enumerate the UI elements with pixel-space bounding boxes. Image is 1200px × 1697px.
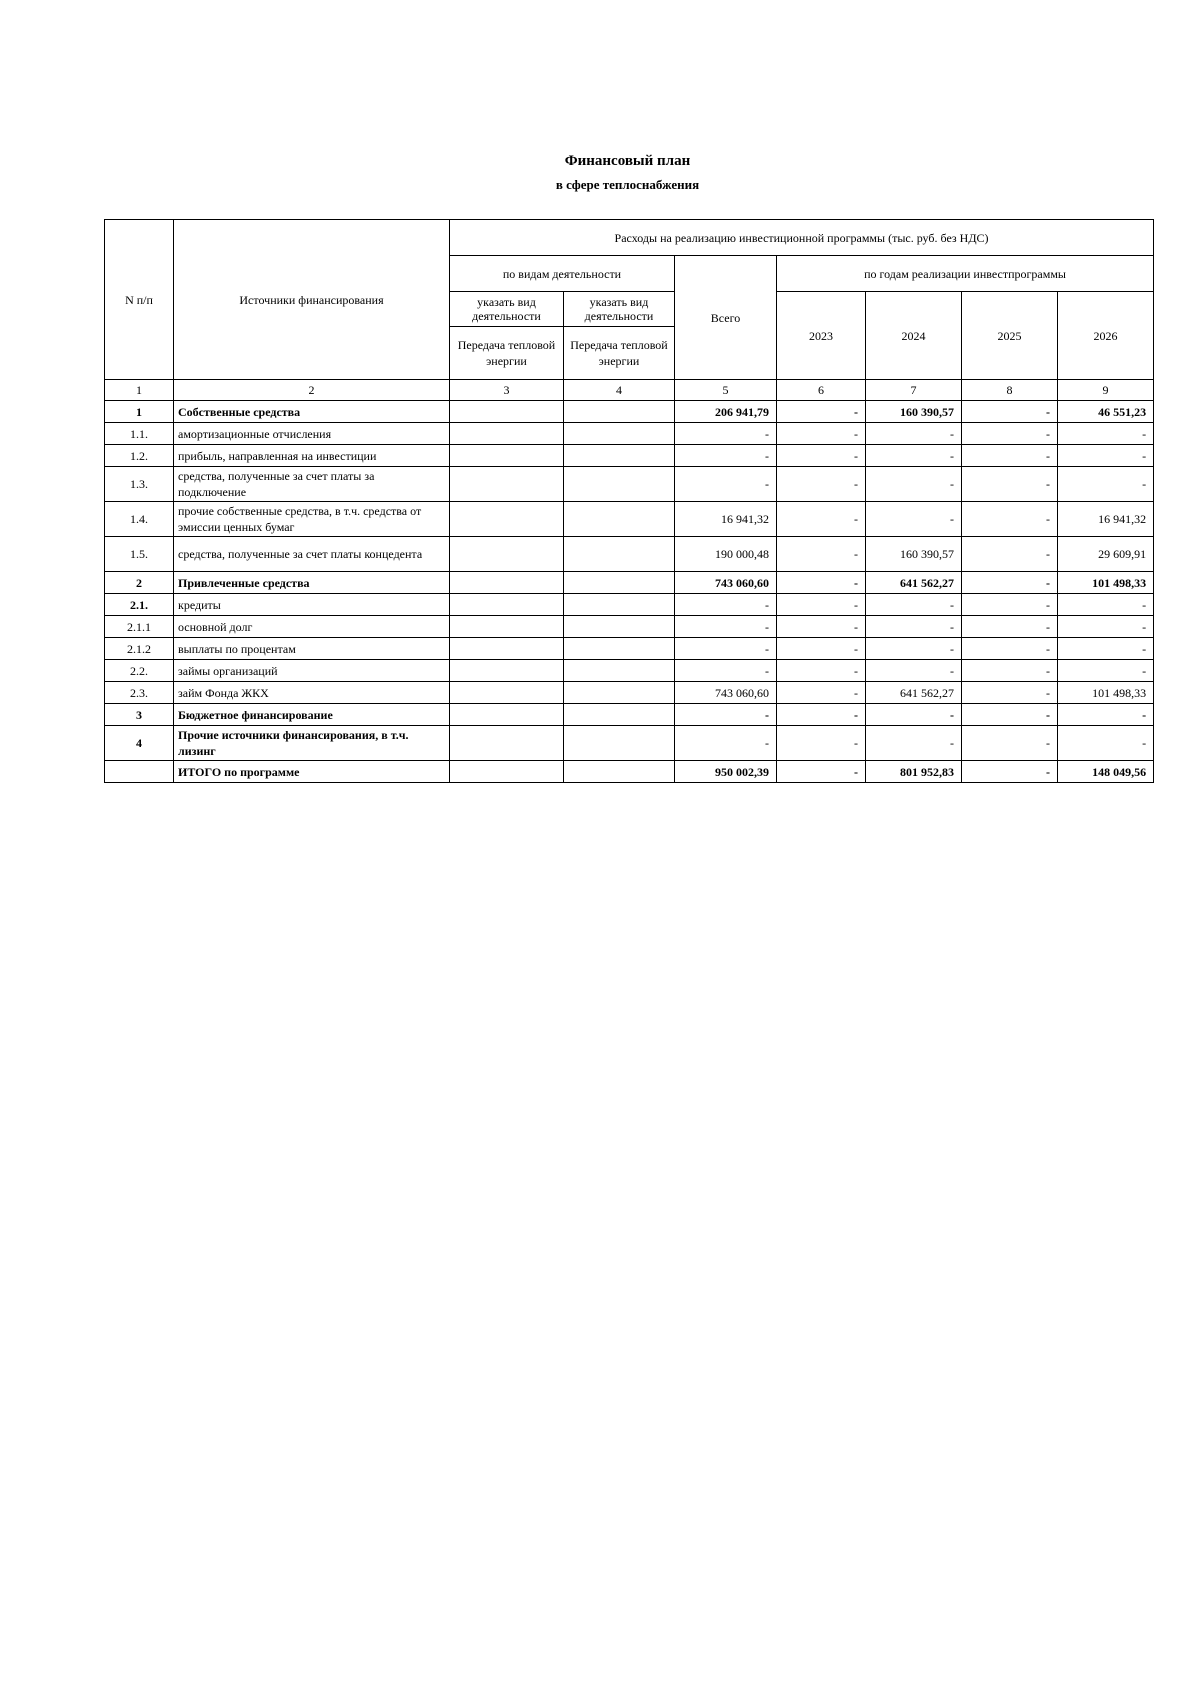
row-2026: -: [1058, 616, 1154, 638]
row-2023: -: [777, 502, 866, 537]
row-name: средства, полученные за счет платы за подключение: [174, 467, 450, 502]
row-2024: -: [866, 467, 962, 502]
row-2025: -: [962, 726, 1058, 761]
row-2023: -: [777, 616, 866, 638]
row-num: 2.1.: [105, 594, 174, 616]
row-2025: -: [962, 572, 1058, 594]
header-by-years: по годам реализации инвестпрограммы: [777, 256, 1154, 292]
row-name: займы организаций: [174, 660, 450, 682]
row-activity-1: [450, 467, 564, 502]
header-year-2023: 2023: [777, 292, 866, 380]
row-2023: -: [777, 682, 866, 704]
row-total: -: [675, 704, 777, 726]
row-activity-1: [450, 502, 564, 537]
row-2023: -: [777, 537, 866, 572]
row-activity-2: [564, 502, 675, 537]
row-total: 743 060,60: [675, 682, 777, 704]
header-total: Всего: [675, 256, 777, 380]
table-row: [105, 401, 1154, 423]
header-activity-2: Передача тепловой энергии: [564, 327, 675, 380]
row-num: 2.2.: [105, 660, 174, 682]
row-2023: -: [777, 445, 866, 467]
row-name: амортизационные отчисления: [174, 423, 450, 445]
row-total: 206 941,79: [675, 401, 777, 423]
row-activity-1: [450, 401, 564, 423]
row-2023: -: [777, 761, 866, 783]
header-year-2024: 2024: [866, 292, 962, 380]
row-2023: -: [777, 467, 866, 502]
row-2025: -: [962, 537, 1058, 572]
row-total: 743 060,60: [675, 572, 777, 594]
row-activity-2: [564, 572, 675, 594]
row-2025: -: [962, 423, 1058, 445]
row-2025: -: [962, 401, 1058, 423]
row-activity-1: [450, 660, 564, 682]
row-2025: -: [962, 445, 1058, 467]
row-name: кредиты: [174, 594, 450, 616]
header-by-activity: по видам деятельности: [450, 256, 675, 292]
row-activity-2: [564, 660, 675, 682]
row-2024: 160 390,57: [866, 537, 962, 572]
row-2024: -: [866, 660, 962, 682]
row-activity-1: [450, 726, 564, 761]
row-name: Прочие источники финансирования, в т.ч. лизинг: [174, 726, 450, 761]
row-2025: -: [962, 467, 1058, 502]
row-2026: 148 049,56: [1058, 761, 1154, 783]
row-total: -: [675, 726, 777, 761]
row-2026: -: [1058, 660, 1154, 682]
row-num: 1: [105, 401, 174, 423]
row-activity-2: [564, 423, 675, 445]
column-number: 4: [564, 380, 675, 401]
document-title: Финансовый план: [564, 153, 691, 169]
header-num: N п/п: [105, 220, 174, 380]
row-2024: -: [866, 638, 962, 660]
row-activity-2: [564, 594, 675, 616]
row-2024: 641 562,27: [866, 682, 962, 704]
row-activity-1: [450, 423, 564, 445]
row-activity-2: [564, 445, 675, 467]
row-2023: -: [777, 594, 866, 616]
row-num: 1.1.: [105, 423, 174, 445]
table-row: [105, 638, 1154, 660]
row-activity-2: [564, 537, 675, 572]
row-2026: -: [1058, 423, 1154, 445]
header-year-2025: 2025: [962, 292, 1058, 380]
row-total: -: [675, 638, 777, 660]
row-2024: -: [866, 594, 962, 616]
row-activity-2: [564, 704, 675, 726]
row-2023: -: [777, 572, 866, 594]
row-2024: 801 952,83: [866, 761, 962, 783]
row-activity-1: [450, 616, 564, 638]
column-number: 7: [866, 380, 962, 401]
row-2024: -: [866, 704, 962, 726]
row-2024: 641 562,27: [866, 572, 962, 594]
row-2025: -: [962, 704, 1058, 726]
row-2025: -: [962, 616, 1058, 638]
table-row: [105, 502, 1154, 537]
document-subtitle: в сфере теплоснабжения: [555, 177, 700, 192]
row-2026: 101 498,33: [1058, 682, 1154, 704]
row-activity-2: [564, 726, 675, 761]
row-total: 950 002,39: [675, 761, 777, 783]
row-2023: -: [777, 660, 866, 682]
row-2025: -: [962, 660, 1058, 682]
row-num: 2: [105, 572, 174, 594]
row-2024: -: [866, 445, 962, 467]
column-number: 1: [105, 380, 174, 401]
row-2023: -: [777, 726, 866, 761]
row-activity-1: [450, 704, 564, 726]
column-number: 3: [450, 380, 564, 401]
row-2026: -: [1058, 445, 1154, 467]
row-total: -: [675, 616, 777, 638]
row-activity-1: [450, 594, 564, 616]
row-activity-1: [450, 761, 564, 783]
row-2026: -: [1058, 594, 1154, 616]
row-total: -: [675, 660, 777, 682]
row-activity-1: [450, 537, 564, 572]
row-2023: -: [777, 704, 866, 726]
row-activity-1: [450, 682, 564, 704]
row-2025: -: [962, 682, 1058, 704]
row-total: 190 000,48: [675, 537, 777, 572]
table-row: [105, 616, 1154, 638]
row-num: 1.5.: [105, 537, 174, 572]
row-activity-2: [564, 616, 675, 638]
table-row: [105, 704, 1154, 726]
row-2025: -: [962, 594, 1058, 616]
column-number: 2: [174, 380, 450, 401]
row-2024: -: [866, 502, 962, 537]
column-number: 5: [675, 380, 777, 401]
table-row: [105, 467, 1154, 502]
row-2025: -: [962, 502, 1058, 537]
header-sources: Источники финансирования: [174, 220, 450, 380]
row-activity-2: [564, 638, 675, 660]
row-2024: -: [866, 616, 962, 638]
row-num: 2.3.: [105, 682, 174, 704]
row-2026: -: [1058, 638, 1154, 660]
column-number: 8: [962, 380, 1058, 401]
row-2024: -: [866, 726, 962, 761]
row-2026: 16 941,32: [1058, 502, 1154, 537]
row-name: Собственные средства: [174, 401, 450, 423]
row-2026: 29 609,91: [1058, 537, 1154, 572]
table-row: [105, 445, 1154, 467]
row-2023: -: [777, 638, 866, 660]
row-2024: -: [866, 423, 962, 445]
row-name: займ Фонда ЖКХ: [174, 682, 450, 704]
row-num: [105, 761, 174, 783]
row-total: -: [675, 423, 777, 445]
table-row: [105, 682, 1154, 704]
row-activity-1: [450, 638, 564, 660]
table-row: [105, 423, 1154, 445]
row-activity-1: [450, 572, 564, 594]
row-name: Бюджетное финансирование: [174, 704, 450, 726]
row-name: прочие собственные средства, в т.ч. средства от эмиссии ценных бумаг: [174, 502, 450, 537]
column-number: 9: [1058, 380, 1154, 401]
row-2026: -: [1058, 467, 1154, 502]
header-year-2026: 2026: [1058, 292, 1154, 380]
row-num: 4: [105, 726, 174, 761]
row-2026: -: [1058, 704, 1154, 726]
table-row: [105, 572, 1154, 594]
row-2026: 101 498,33: [1058, 572, 1154, 594]
row-activity-2: [564, 682, 675, 704]
row-2023: -: [777, 401, 866, 423]
row-2024: 160 390,57: [866, 401, 962, 423]
row-total: -: [675, 467, 777, 502]
table-row: [105, 594, 1154, 616]
financial-plan-table: [104, 219, 1154, 783]
row-num: 1.2.: [105, 445, 174, 467]
row-name: основной долг: [174, 616, 450, 638]
column-number: 6: [777, 380, 866, 401]
header-activity-prompt-1: указать вид деятельности: [450, 292, 564, 327]
row-total: 16 941,32: [675, 502, 777, 537]
row-activity-1: [450, 445, 564, 467]
row-activity-2: [564, 401, 675, 423]
row-num: 1.4.: [105, 502, 174, 537]
row-total: -: [675, 594, 777, 616]
header-activity-1: Передача тепловой энергии: [450, 327, 564, 380]
table-row: [105, 537, 1154, 572]
row-name: прибыль, направленная на инвестиции: [174, 445, 450, 467]
row-num: 2.1.2: [105, 638, 174, 660]
header-expenses: Расходы на реализацию инвестиционной программы (тыс. руб. без НДС): [450, 220, 1154, 256]
row-name: средства, полученные за счет платы концедента: [174, 537, 450, 572]
row-2026: -: [1058, 726, 1154, 761]
row-name: ИТОГО по программе: [174, 761, 450, 783]
row-activity-2: [564, 761, 675, 783]
row-num: 2.1.1: [105, 616, 174, 638]
table-row: [105, 726, 1154, 761]
table-row: [105, 660, 1154, 682]
row-activity-2: [564, 467, 675, 502]
row-2025: -: [962, 761, 1058, 783]
row-2025: -: [962, 638, 1058, 660]
row-name: Привлеченные средства: [174, 572, 450, 594]
header-activity-prompt-2: указать вид деятельности: [564, 292, 675, 327]
row-num: 1.3.: [105, 467, 174, 502]
row-2026: 46 551,23: [1058, 401, 1154, 423]
row-num: 3: [105, 704, 174, 726]
row-name: выплаты по процентам: [174, 638, 450, 660]
table-row-total: [105, 761, 1154, 783]
row-2023: -: [777, 423, 866, 445]
row-total: -: [675, 445, 777, 467]
